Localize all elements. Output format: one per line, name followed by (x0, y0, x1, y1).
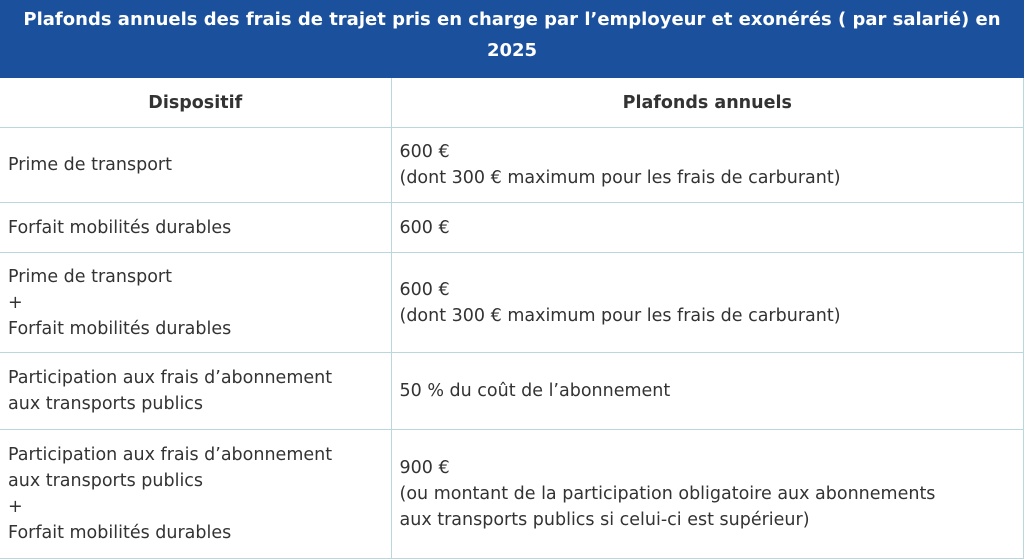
plafond-cell (391, 353, 1024, 430)
dispositif-cell-line: + (8, 497, 23, 517)
header-plafonds: Plafonds annuels (391, 78, 1024, 128)
plafond-cell-line: (ou montant de la participation obligatoire aux abonnements (399, 484, 936, 504)
dispositif-cell (0, 253, 391, 353)
plafond-cell-line: 600 € (399, 142, 450, 162)
plafond-cell-line: 900 € (399, 458, 450, 478)
plafond-cell-line: aux transports publics si celui-ci est supérieur) (399, 510, 810, 530)
dispositif-cell-line: + (8, 292, 23, 313)
plafond-cell (391, 253, 1024, 353)
plafond-cell (391, 430, 1024, 559)
plafond-cell-line: (dont 300 € maximum pour les frais de carburant) (399, 305, 841, 326)
dispositif-cell (0, 430, 391, 559)
header-dispositif: Dispositif (0, 78, 391, 128)
table-row (0, 253, 1024, 353)
dispositif-cell-line: Participation aux frais d’abonnement (8, 368, 333, 388)
plafond-cell-line: 600 € (399, 217, 450, 238)
header-row (0, 78, 1024, 128)
dispositif-cell-line: Prime de transport (8, 155, 172, 175)
plafond-cell-line: 50 % du coût de l’abonnement (399, 381, 671, 401)
plafond-cell (391, 203, 1024, 253)
plafond-cell-line: 600 € (399, 279, 450, 300)
table-row (0, 353, 1024, 430)
dispositif-cell-line: Participation aux frais d’abonnement (8, 445, 333, 465)
plafond-cell (391, 128, 1024, 203)
table-row (0, 430, 1024, 559)
table-row (0, 203, 1024, 253)
dispositif-cell-line: Forfait mobilités durables (8, 523, 232, 543)
dispositif-cell-line: Forfait mobilités durables (8, 217, 232, 238)
dispositif-cell (0, 128, 391, 203)
plafonds-table (0, 78, 1024, 559)
dispositif-cell-line: Forfait mobilités durables (8, 318, 232, 339)
dispositif-cell (0, 353, 391, 430)
dispositif-cell-line: aux transports publics (8, 394, 204, 414)
dispositif-cell (0, 203, 391, 253)
plafond-cell-line: (dont 300 € maximum pour les frais de carburant) (399, 168, 841, 188)
dispositif-cell-line: aux transports publics (8, 471, 204, 491)
dispositif-cell-line: Prime de transport (8, 266, 172, 287)
table-title: Plafonds annuels des frais de trajet pris en charge par l’employeur et exonérés ( par salarié) en 2025 (0, 0, 1024, 78)
table-row (0, 128, 1024, 203)
